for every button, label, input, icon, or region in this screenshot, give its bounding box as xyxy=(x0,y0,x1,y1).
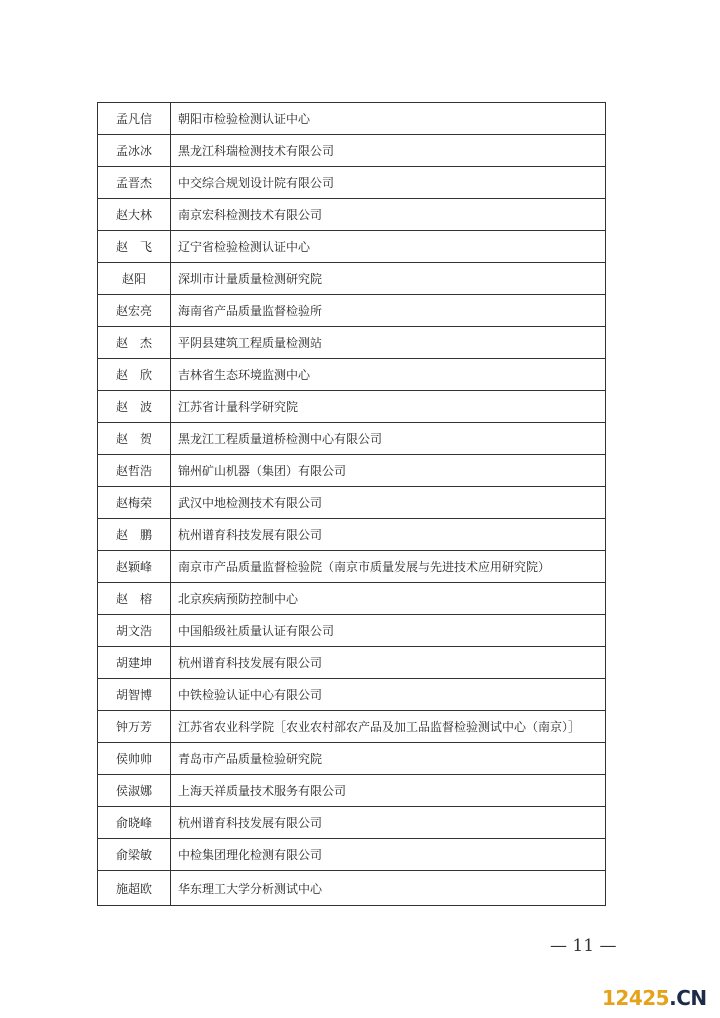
organization: 杭州谱育科技发展有限公司 xyxy=(178,528,323,542)
organization: 杭州谱育科技发展有限公司 xyxy=(178,656,323,670)
person-name: 钟万芳 xyxy=(98,711,171,742)
person-name: 赵 波 xyxy=(98,391,171,422)
organization: 锦州矿山机器（集团）有限公司 xyxy=(178,464,347,478)
person-name: 孟晋杰 xyxy=(98,167,171,198)
organization: 中交综合规划设计院有限公司 xyxy=(178,176,335,190)
organization: 黑龙江科瑞检测技术有限公司 xyxy=(178,144,335,158)
table-row xyxy=(98,167,605,199)
organization: 海南省产品质量监督检验所 xyxy=(178,304,323,318)
table-row xyxy=(98,231,605,263)
person-name: 赵 飞 xyxy=(98,231,171,262)
person-name: 赵大林 xyxy=(98,199,171,230)
table-row xyxy=(98,551,605,583)
organization: 黑龙江工程质量道桥检测中心有限公司 xyxy=(178,432,383,446)
person-name: 俞梁敏 xyxy=(98,839,171,870)
table-row xyxy=(98,775,605,807)
table-row xyxy=(98,743,605,775)
table-row xyxy=(98,423,605,455)
person-name: 侯淑娜 xyxy=(98,775,171,806)
table-row xyxy=(98,615,605,647)
person-name: 孟冰冰 xyxy=(98,135,171,166)
table-row xyxy=(98,711,605,743)
table-row xyxy=(98,679,605,711)
table-row xyxy=(98,871,605,906)
table-row xyxy=(98,391,605,423)
organization: 中检集团理化检测有限公司 xyxy=(178,848,323,862)
organization: 南京市产品质量监督检验院（南京市质量发展与先进技术应用研究院） xyxy=(178,560,551,574)
organization: 江苏省计量科学研究院 xyxy=(178,400,299,414)
person-name: 赵梅荣 xyxy=(98,487,171,518)
table-row xyxy=(98,487,605,519)
table-row xyxy=(98,135,605,167)
organization: 杭州谱育科技发展有限公司 xyxy=(178,816,323,830)
person-name: 胡文浩 xyxy=(98,615,171,646)
organization: 中国船级社质量认证有限公司 xyxy=(178,624,335,638)
organization: 北京疾病预防控制中心 xyxy=(178,592,299,606)
watermark-number: 12425 xyxy=(602,986,670,1010)
table-row xyxy=(98,103,605,135)
organization: 吉林省生态环境监测中心 xyxy=(178,368,311,382)
person-name: 施超欧 xyxy=(98,871,171,905)
person-name: 俞晓峰 xyxy=(98,807,171,838)
table-row xyxy=(98,583,605,615)
organization: 深圳市计量质量检测研究院 xyxy=(178,272,323,286)
person-name: 赵 榕 xyxy=(98,583,171,614)
organization: 武汉中地检测技术有限公司 xyxy=(178,496,323,510)
organization: 朝阳市检验检测认证中心 xyxy=(178,112,311,126)
person-name: 孟凡信 xyxy=(98,103,171,134)
organization: 南京宏科检测技术有限公司 xyxy=(178,208,323,222)
organization: 上海天祥质量技术服务有限公司 xyxy=(178,784,347,798)
page-number: — 11 — xyxy=(550,936,617,956)
person-name: 赵 贺 xyxy=(98,423,171,454)
watermark-domain: .CN xyxy=(669,986,707,1010)
person-name: 赵 杰 xyxy=(98,327,171,358)
table-row xyxy=(98,807,605,839)
person-name: 侯帅帅 xyxy=(98,743,171,774)
site-watermark xyxy=(602,986,707,1010)
organization: 平阴县建筑工程质量检测站 xyxy=(178,336,323,350)
person-name: 赵哲浩 xyxy=(98,455,171,486)
table-row xyxy=(98,455,605,487)
person-name: 赵 欣 xyxy=(98,359,171,390)
person-name: 胡建坤 xyxy=(98,647,171,678)
table-row xyxy=(98,839,605,871)
table-row xyxy=(98,359,605,391)
person-name: 胡智博 xyxy=(98,679,171,710)
organization: 辽宁省检验检测认证中心 xyxy=(178,240,311,254)
table-row xyxy=(98,519,605,551)
table-row xyxy=(98,327,605,359)
roster-table xyxy=(97,102,606,906)
table-row xyxy=(98,647,605,679)
table-row xyxy=(98,295,605,327)
organization: 华东理工大学分析测试中心 xyxy=(178,881,323,896)
organization: 江苏省农业科学院［农业农村部农产品及加工品监督检验测试中心（南京）］ xyxy=(178,720,581,734)
person-name: 赵 鹏 xyxy=(98,519,171,550)
table-row xyxy=(98,263,605,295)
person-name: 赵颖峰 xyxy=(98,551,171,582)
table-row xyxy=(98,199,605,231)
organization: 青岛市产品质量检验研究院 xyxy=(178,752,323,766)
organization: 中铁检验认证中心有限公司 xyxy=(178,688,323,702)
person-name: 赵宏亮 xyxy=(98,295,171,326)
person-name: 赵阳 xyxy=(98,263,171,294)
